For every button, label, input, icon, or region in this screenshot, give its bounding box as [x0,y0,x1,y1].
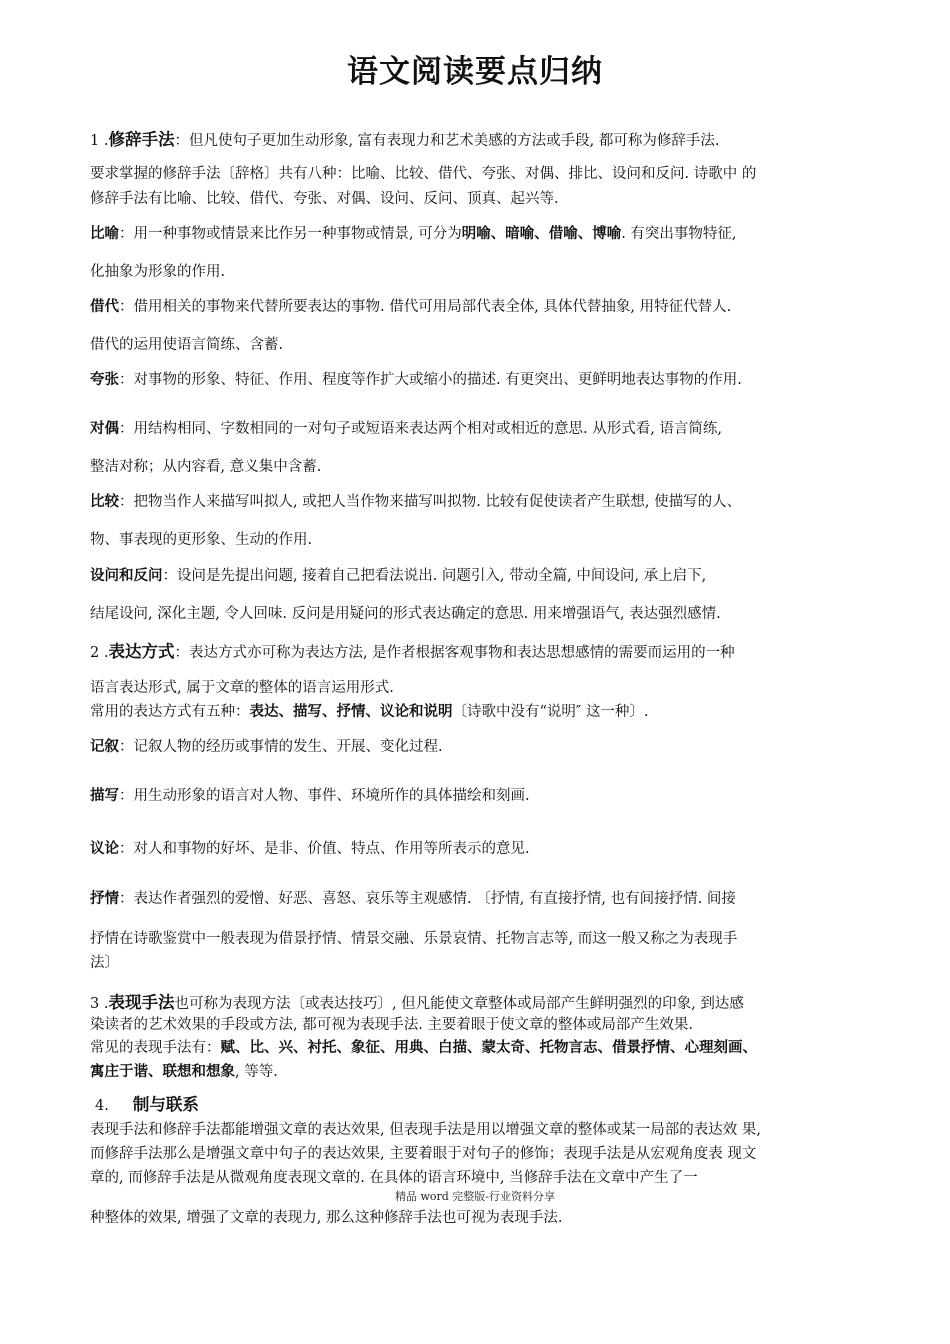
s1-heading: 修辞手法 [108,130,175,149]
shuqing-text-a: ：表达作者强烈的爱憎、好恶、喜怒、哀乐等主观感情. 〔抒情, 有直接抒情, 也有间接抒情. 间接 [119,891,736,907]
miaoxie-term: 描写 [90,788,119,804]
biyu-definition [90,224,737,244]
shuqing-line-2: 抒情在诗歌鉴赏中一般表现为借景抒情、情景交融、乐景哀情、托物言志等, 而这一般又称之为表现手 [90,931,738,947]
duiou-term: 对偶 [90,421,119,437]
s1-def-text: ：但凡使句子更加生动形象, 富有表现力和艺术美感的方法或手段, 都可称为修辞手法. [174,133,720,149]
page-footer: 精品 word 完整版-行业资料分享 [394,1190,556,1203]
yilun-text: ：对人和事物的好坏、是非、价值、特点、作用等所表示的意见. [119,841,530,857]
s1-requirement-line-1: 要求掌握的修辞手法〔辞格〕共有八种：比喻、比较、借代、夸张、对偶、排比、设问和反问. 诗歌中 的 [90,166,757,182]
shewen-line-2: 结尾设问, 深化主题, 令人回味. 反问是用疑问的形式表达确定的意思. 用来增强语气, 表达强烈感情. [90,606,721,622]
s1-requirement-line-2: 修辞手法有比喻、比较、借代、夸张、对偶、设问、反问、顶真、起兴等. [90,191,559,207]
yilun-definition [90,839,530,859]
s4-line-2: 而修辞手法那么是增强文章中句子的表达效果, 主要着眼于对句子的修饰；表现手法是从宏观角度表 现文 [90,1146,757,1162]
jixu-definition [90,737,443,757]
s3-def-line-2: 染读者的艺术效果的手段或方法, 都可视为表现手法. 主要着眼于使文章的整体或局部产生效果. [90,1017,694,1033]
s2-common-types [90,702,649,722]
s3-techniques-line-2 [90,1062,278,1082]
s3-heading: 表现手法 [108,993,175,1012]
s1-number: 1 . [90,133,109,149]
s2-common-label: 常用的表达方式有五种： [90,704,250,720]
duiou-text-a: ：用结构相同、字数相同的一对句子或短语来表达两个相对或相近的意思. 从形式看, 语言简练, [119,421,723,437]
yilun-term: 议论 [90,841,119,857]
s2-def-text: ：表达方式亦可称为表达方法, 是作者根据客观事物和表达思想感情的需要而运用的一种 [174,645,735,661]
s3-common-label: 常见的表现手法有： [90,1040,221,1056]
s3-kinds-line-2: 寓庄于谐、联想和想象 [90,1064,235,1080]
jiedai-text-a: ：借用相关的事物来代替所要表达的事物. 借代可用局部代表全体, 具体代替抽象, 用特征代替人. [119,299,732,315]
bijiao-definition [90,492,741,512]
s2-number: 2 . [90,645,109,661]
s2-common-note: 〔诗歌中没有“说明″ 这一种〕. [452,704,649,720]
jiedai-definition [90,297,731,317]
biyu-kinds: 明喻、暗喻、借喻、博喻 [461,226,622,242]
jixu-term: 记叙 [90,739,119,755]
s3-tail: , 等等. [235,1064,278,1080]
shuqing-term: 抒情 [90,891,119,907]
biyu-text-a: ：用一种事物或情景来比作另一种事物或情景, 可分为 [119,226,462,242]
biyu-term: 比喻 [90,226,119,242]
s1-definition [90,130,720,151]
bijiao-text-a: ：把物当作人来描写叫拟人, 或把人当作物来描写叫拟物. 比较有促使读者产生联想, 使描写的人、 [119,494,742,510]
s4-heading-line [95,1095,199,1116]
s2-def-line-2: 语言表达形式, 属于文章的整体的语言运用形式. [90,680,394,696]
miaoxie-definition [90,786,530,806]
s3-common-techniques [90,1038,757,1058]
s3-definition [90,993,744,1014]
jiedai-line-2: 借代的运用使语言简练、含蓄. [90,337,284,353]
shewen-definition [90,566,706,586]
document-title: 语文阅读要点归纳 [347,54,603,90]
s2-definition [90,642,735,663]
bijiao-line-2: 物、事表现的更形象、生动的作用. [90,532,313,548]
kuazhang-term: 夸张 [90,372,119,388]
shewen-text-a: ：设问是先提出问题, 接着自己把看法说出. 问题引入, 带动全篇, 中间设问, 承上启下, [162,568,707,584]
jixu-text: ：记叙人物的经历或事情的发生、开展、变化过程. [119,739,443,755]
s4-line-4: 种整体的效果, 增强了文章的表现力, 那么这种修辞手法也可视为表现手法. [90,1210,563,1226]
s4-line-1: 表现手法和修辞手法都能增强文章的表达效果, 但表现手法是用以增强文章的整体或某一局部的表达效 果, [90,1122,761,1138]
shuqing-definition [90,889,736,909]
shewen-term: 设问和反问 [90,568,163,584]
s2-common-kinds: 表达、描写、抒情、议论和说明 [249,704,453,720]
jiedai-term: 借代 [90,299,119,315]
shuqing-line-3: 法〕 [90,955,119,971]
s2-heading: 表达方式 [108,642,175,661]
duiou-definition [90,419,722,439]
s4-number: 4. [95,1098,109,1114]
s4-line-3: 章的, 而修辞手法是从微观角度表现文章的. 在具体的语言环境中, 当修辞手法在文章中产生了一 [90,1170,698,1186]
biyu-line-2: 化抽象为形象的作用. [90,264,226,280]
miaoxie-text: ：用生动形象的语言对人物、事件、环境所作的具体描绘和刻画. [119,788,530,804]
kuazhang-text: ：对事物的形象、特征、作用、程度等作扩大或缩小的描述. 有更突出、更鲜明地表达事物的作用. [119,372,742,388]
s3-def-text: 也可称为表现方法〔或表达技巧〕, 但凡能使文章整体或局部产生鲜明强烈的印象, 到达感 [174,996,744,1012]
s3-number: 3 . [90,996,109,1012]
s3-kinds-line-1: 赋、比、兴、衬托、象征、用典、白描、蒙太奇、托物言志、借景抒情、心理刻画、 [220,1040,757,1056]
kuazhang-definition [90,370,742,390]
bijiao-term: 比较 [90,494,119,510]
s4-heading: 制与联系 [132,1095,199,1114]
duiou-line-2: 整洁对称；从内容看, 意义集中含蓄. [90,459,322,475]
biyu-text-b: . 有突出事物特征, [621,226,737,242]
